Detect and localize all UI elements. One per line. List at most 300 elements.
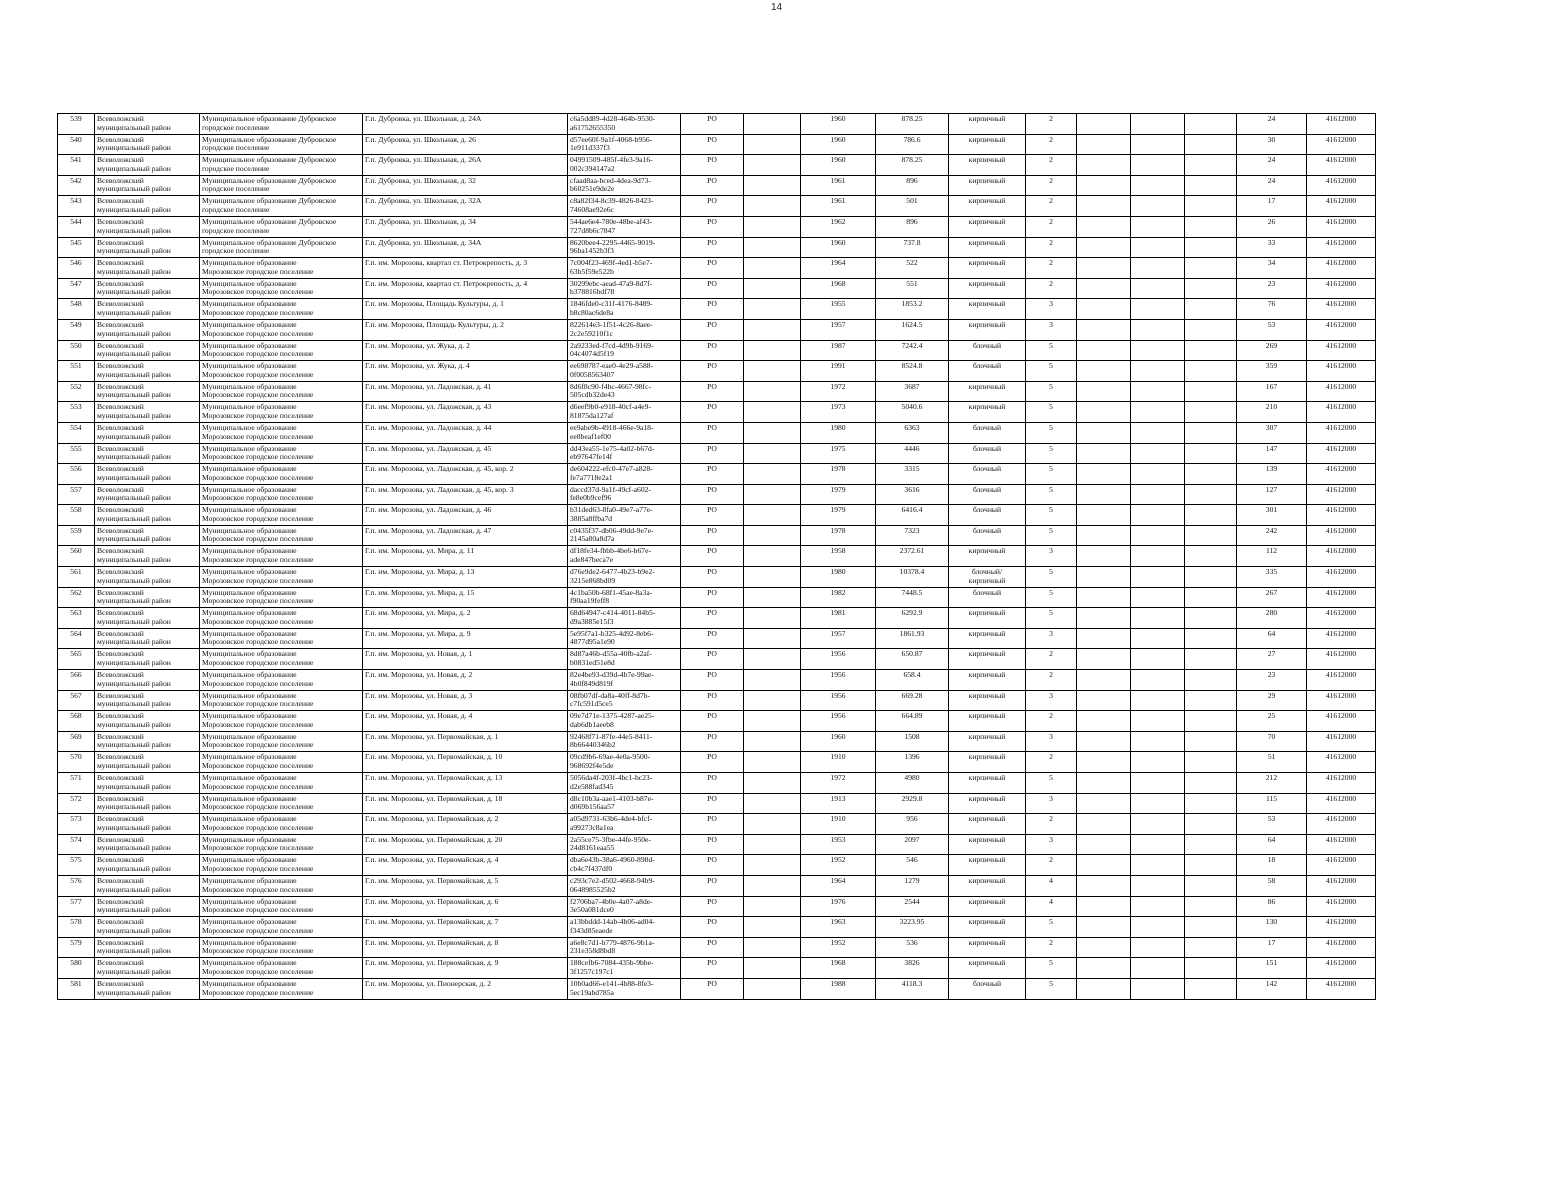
cell-municipality-line: Морозовское городское поселение bbox=[202, 719, 314, 729]
cell-address: Г.п. им. Морозова, ул. Ладожская, д. 45 bbox=[363, 443, 568, 464]
cell-municipality-line: Морозовское городское поселение bbox=[202, 884, 314, 894]
cell-year: 1958 bbox=[801, 546, 876, 567]
cell-material bbox=[949, 587, 1026, 608]
cell-floors: 2 bbox=[1026, 937, 1077, 958]
cell-empty bbox=[1185, 690, 1237, 711]
cell-residents: 64 bbox=[1237, 628, 1307, 649]
cell-number: 579 bbox=[58, 937, 95, 958]
cell-guid-line: d2e588fad345 bbox=[570, 781, 614, 791]
cell-empty bbox=[744, 587, 801, 608]
cell-oktmo: 41612000 bbox=[1307, 216, 1376, 237]
cell-empty bbox=[1077, 340, 1131, 361]
cell-municipality-line: Морозовское городское поселение bbox=[202, 596, 314, 606]
cell-district bbox=[95, 155, 200, 176]
cell-material bbox=[949, 237, 1026, 258]
cell-type: РО bbox=[681, 237, 744, 258]
cell-empty bbox=[1131, 175, 1185, 196]
cell-municipality-line: Морозовское городское поселение bbox=[202, 349, 314, 359]
table-row bbox=[58, 402, 1376, 423]
cell-guid bbox=[568, 958, 681, 979]
cell-oktmo: 41612000 bbox=[1307, 587, 1376, 608]
cell-type: РО bbox=[681, 814, 744, 835]
cell-residents: 26 bbox=[1237, 216, 1307, 237]
cell-material bbox=[949, 896, 1026, 917]
table-row bbox=[58, 216, 1376, 237]
cell-guid-line: 3f1257c197c1 bbox=[570, 966, 614, 976]
cell-empty bbox=[744, 896, 801, 917]
cell-empty bbox=[744, 464, 801, 485]
cell-empty bbox=[744, 855, 801, 876]
cell-empty bbox=[1131, 567, 1185, 588]
cell-guid-line: 4b0f849d819f bbox=[570, 678, 614, 688]
cell-number: 574 bbox=[58, 834, 95, 855]
cell-number: 577 bbox=[58, 896, 95, 917]
cell-guid bbox=[568, 773, 681, 794]
cell-address: Г.п. им. Морозова, ул. Первомайская, д. 20 bbox=[363, 834, 568, 855]
cell-guid bbox=[568, 546, 681, 567]
cell-year: 1963 bbox=[801, 917, 876, 938]
cell-address: Г.п. Дубровка, ул. Школьная, д. 26А bbox=[363, 155, 568, 176]
cell-oktmo: 41612000 bbox=[1307, 319, 1376, 340]
cell-district-line: Всеволожский bbox=[97, 319, 144, 329]
cell-material-line: блочный bbox=[972, 464, 1002, 474]
cell-municipality bbox=[200, 587, 363, 608]
table-row bbox=[58, 340, 1376, 361]
cell-municipality-line: Муниципальное образование bbox=[202, 978, 297, 988]
cell-type: РО bbox=[681, 402, 744, 423]
cell-empty bbox=[1131, 896, 1185, 917]
cell-district-line: муниципальный район bbox=[97, 905, 171, 915]
cell-material-line: блочный bbox=[972, 525, 1002, 535]
cell-empty bbox=[744, 937, 801, 958]
cell-empty bbox=[1077, 814, 1131, 835]
cell-empty bbox=[1131, 587, 1185, 608]
cell-district bbox=[95, 670, 200, 691]
cell-empty bbox=[1185, 896, 1237, 917]
cell-district-line: муниципальный район bbox=[97, 410, 171, 420]
cell-area: 669.28 bbox=[876, 690, 949, 711]
cell-guid-line: 7c004f23-469f-4ed1-b5e7- bbox=[570, 258, 653, 268]
cell-material-line: кирпичный bbox=[968, 649, 1006, 659]
cell-floors: 5 bbox=[1026, 958, 1077, 979]
cell-district-line: Всеволожский bbox=[97, 628, 144, 638]
cell-year: 1952 bbox=[801, 937, 876, 958]
cell-residents: 18 bbox=[1237, 855, 1307, 876]
cell-floors: 5 bbox=[1026, 422, 1077, 443]
cell-area: 5040.6 bbox=[876, 402, 949, 423]
cell-empty bbox=[1185, 752, 1237, 773]
cell-year: 1961 bbox=[801, 175, 876, 196]
cell-oktmo: 41612000 bbox=[1307, 752, 1376, 773]
cell-municipality-line: Муниципальное образование bbox=[202, 958, 297, 968]
cell-district-line: Всеволожский bbox=[97, 361, 144, 371]
cell-year: 1956 bbox=[801, 711, 876, 732]
cell-number: 566 bbox=[58, 670, 95, 691]
cell-floors: 5 bbox=[1026, 402, 1077, 423]
cell-oktmo: 41612000 bbox=[1307, 484, 1376, 505]
cell-address: Г.п. им. Морозова, ул. Мира, д. 11 bbox=[363, 546, 568, 567]
cell-district-line: Всеволожский bbox=[97, 587, 144, 597]
cell-district-line: Всеволожский bbox=[97, 896, 144, 906]
cell-floors: 4 bbox=[1026, 896, 1077, 917]
cell-district-line: Всеволожский bbox=[97, 422, 144, 432]
table-body bbox=[58, 114, 1376, 1000]
cell-oktmo: 41612000 bbox=[1307, 875, 1376, 896]
cell-material-line: кирпичный bbox=[968, 958, 1006, 968]
cell-oktmo: 41612000 bbox=[1307, 258, 1376, 279]
cell-empty bbox=[744, 711, 801, 732]
cell-district-line: муниципальный район bbox=[97, 575, 171, 585]
cell-guid-line: dab6db1aeeb8 bbox=[570, 719, 614, 729]
cell-empty bbox=[1077, 793, 1131, 814]
cell-empty bbox=[1077, 175, 1131, 196]
cell-district bbox=[95, 381, 200, 402]
cell-number: 541 bbox=[58, 155, 95, 176]
cell-number: 548 bbox=[58, 299, 95, 320]
cell-number: 578 bbox=[58, 917, 95, 938]
cell-guid bbox=[568, 814, 681, 835]
table-row bbox=[58, 875, 1376, 896]
cell-district-line: Всеволожский bbox=[97, 731, 144, 741]
cell-year: 1964 bbox=[801, 258, 876, 279]
cell-guid-line: 5e95f7a1-b325-4d92-8eb6- bbox=[570, 628, 654, 638]
cell-municipality-line: Морозовское городское поселение bbox=[202, 781, 314, 791]
cell-year: 1957 bbox=[801, 319, 876, 340]
cell-oktmo: 41612000 bbox=[1307, 114, 1376, 135]
cell-municipality-line: Морозовское городское поселение bbox=[202, 658, 314, 668]
cell-district-line: муниципальный район bbox=[97, 616, 171, 626]
cell-oktmo: 41612000 bbox=[1307, 443, 1376, 464]
cell-guid-line: a13bbddd-14ab-4b06-ad04- bbox=[570, 917, 655, 927]
cell-year: 1976 bbox=[801, 896, 876, 917]
cell-district-line: муниципальный район bbox=[97, 493, 171, 503]
cell-material-line: кирпичный bbox=[968, 319, 1006, 329]
cell-guid bbox=[568, 299, 681, 320]
cell-floors: 5 bbox=[1026, 361, 1077, 382]
cell-guid-line: 231e358d8bd8 bbox=[570, 946, 616, 956]
cell-address: Г.п. им. Морозова, ул. Первомайская, д. 18 bbox=[363, 793, 568, 814]
cell-guid-line: f90aa19feff8 bbox=[570, 596, 610, 606]
cell-municipality-line: Морозовское городское поселение bbox=[202, 905, 314, 915]
cell-floors: 5 bbox=[1026, 608, 1077, 629]
cell-material bbox=[949, 731, 1026, 752]
cell-district-line: Всеволожский bbox=[97, 814, 144, 824]
cell-area: 1508 bbox=[876, 731, 949, 752]
cell-type: РО bbox=[681, 381, 744, 402]
cell-address: Г.п. им. Морозова, Площадь Культуры, д. 2 bbox=[363, 319, 568, 340]
cell-empty bbox=[1185, 587, 1237, 608]
cell-empty bbox=[1185, 175, 1237, 196]
cell-empty bbox=[744, 196, 801, 217]
cell-empty bbox=[744, 608, 801, 629]
cell-empty bbox=[744, 258, 801, 279]
cell-residents: 29 bbox=[1237, 690, 1307, 711]
cell-material bbox=[949, 875, 1026, 896]
cell-residents: 27 bbox=[1237, 649, 1307, 670]
cell-material bbox=[949, 464, 1026, 485]
cell-empty bbox=[1131, 381, 1185, 402]
cell-area: 7323 bbox=[876, 525, 949, 546]
cell-empty bbox=[1185, 814, 1237, 835]
cell-municipality bbox=[200, 361, 363, 382]
cell-year: 1980 bbox=[801, 422, 876, 443]
table-row bbox=[58, 567, 1376, 588]
cell-address: Г.п. им. Морозова, ул. Первомайская, д. 8 bbox=[363, 937, 568, 958]
cell-empty bbox=[1131, 690, 1185, 711]
cell-material-line: кирпичный bbox=[968, 628, 1006, 638]
cell-residents: 307 bbox=[1237, 422, 1307, 443]
cell-year: 1960 bbox=[801, 237, 876, 258]
cell-floors: 5 bbox=[1026, 443, 1077, 464]
cell-oktmo: 41612000 bbox=[1307, 649, 1376, 670]
cell-municipality-line: Морозовское городское поселение bbox=[202, 925, 314, 935]
cell-oktmo: 41612000 bbox=[1307, 134, 1376, 155]
cell-oktmo: 41612000 bbox=[1307, 546, 1376, 567]
cell-district-line: Всеволожский bbox=[97, 381, 144, 391]
cell-district-line: муниципальный район bbox=[97, 143, 171, 153]
cell-guid bbox=[568, 319, 681, 340]
cell-material-line: кирпичный bbox=[968, 381, 1006, 391]
cell-year: 1960 bbox=[801, 155, 876, 176]
cell-district bbox=[95, 546, 200, 567]
cell-guid-line: 30299ebc-aead-47a9-8d7f- bbox=[570, 278, 653, 288]
cell-material bbox=[949, 196, 1026, 217]
cell-empty bbox=[744, 670, 801, 691]
cell-number: 558 bbox=[58, 505, 95, 526]
cell-type: РО bbox=[681, 896, 744, 917]
cell-municipality-line: Морозовское городское поселение bbox=[202, 513, 314, 523]
cell-year: 1973 bbox=[801, 402, 876, 423]
cell-guid-line: 08fb07df-da8a-40ff-8d7b- bbox=[570, 690, 650, 700]
cell-guid-line: b60251e9de2e bbox=[570, 184, 615, 194]
table-row bbox=[58, 484, 1376, 505]
cell-number: 549 bbox=[58, 319, 95, 340]
cell-empty bbox=[1131, 917, 1185, 938]
cell-district bbox=[95, 978, 200, 999]
cell-empty bbox=[1131, 670, 1185, 691]
cell-material bbox=[949, 258, 1026, 279]
cell-material-line: кирпичный bbox=[968, 196, 1006, 206]
cell-address: Г.п. им. Морозова, ул. Новая, д. 4 bbox=[363, 711, 568, 732]
cell-material-line: кирпичный bbox=[968, 299, 1006, 309]
cell-address: Г.п. им. Морозова, ул. Ладожская, д. 44 bbox=[363, 422, 568, 443]
cell-empty bbox=[1131, 875, 1185, 896]
cell-residents: 76 bbox=[1237, 299, 1307, 320]
table-row bbox=[58, 793, 1376, 814]
cell-municipality-line: Муниципальное образование bbox=[202, 505, 297, 515]
cell-district bbox=[95, 958, 200, 979]
cell-material bbox=[949, 546, 1026, 567]
cell-guid-line: 3885a8ffba7d bbox=[570, 513, 613, 523]
cell-oktmo: 41612000 bbox=[1307, 937, 1376, 958]
cell-district-line: Всеволожский bbox=[97, 114, 144, 123]
cell-empty bbox=[1077, 937, 1131, 958]
cell-residents: 17 bbox=[1237, 196, 1307, 217]
cell-year: 1960 bbox=[801, 134, 876, 155]
table-row bbox=[58, 690, 1376, 711]
cell-empty bbox=[744, 875, 801, 896]
cell-material bbox=[949, 608, 1026, 629]
cell-district bbox=[95, 402, 200, 423]
cell-empty bbox=[744, 155, 801, 176]
cell-municipality-line: Муниципальное образование bbox=[202, 587, 297, 597]
cell-district-line: Всеволожский bbox=[97, 937, 144, 947]
cell-address: Г.п. им. Морозова, ул. Ладожская, д. 45, кор. 3 bbox=[363, 484, 568, 505]
cell-material-line: кирпичный bbox=[968, 216, 1006, 226]
cell-number: 539 bbox=[58, 114, 95, 135]
cell-district-line: Всеволожский bbox=[97, 546, 144, 556]
cell-empty bbox=[1131, 422, 1185, 443]
cell-district bbox=[95, 464, 200, 485]
cell-municipality-line: Морозовское городское поселение bbox=[202, 493, 314, 503]
cell-floors: 2 bbox=[1026, 814, 1077, 835]
cell-empty bbox=[744, 216, 801, 237]
cell-district-line: муниципальный район bbox=[97, 946, 171, 956]
cell-district-line: Всеволожский bbox=[97, 670, 144, 680]
cell-area: 6292.9 bbox=[876, 608, 949, 629]
cell-floors: 2 bbox=[1026, 114, 1077, 135]
cell-oktmo: 41612000 bbox=[1307, 299, 1376, 320]
table-row bbox=[58, 855, 1376, 876]
cell-empty bbox=[1131, 731, 1185, 752]
table-row bbox=[58, 258, 1376, 279]
table-row bbox=[58, 361, 1376, 382]
cell-empty bbox=[1185, 155, 1237, 176]
cell-number: 556 bbox=[58, 464, 95, 485]
table-row bbox=[58, 978, 1376, 999]
cell-municipality bbox=[200, 773, 363, 794]
cell-address: Г.п. Дубровка, ул. Школьная, д. 34А bbox=[363, 237, 568, 258]
cell-district bbox=[95, 567, 200, 588]
cell-municipality-line: Морозовское городское поселение bbox=[202, 802, 314, 812]
table-row bbox=[58, 834, 1376, 855]
cell-empty bbox=[1077, 114, 1131, 135]
cell-municipality-line: Морозовское городское поселение bbox=[202, 987, 314, 997]
cell-municipality-line: Муниципальное образование bbox=[202, 793, 297, 803]
cell-guid-line: ee8beaf1ef00 bbox=[570, 431, 611, 441]
cell-oktmo: 41612000 bbox=[1307, 175, 1376, 196]
cell-address: Г.п. им. Морозова, ул. Первомайская, д. 10 bbox=[363, 752, 568, 773]
cell-floors: 2 bbox=[1026, 155, 1077, 176]
cell-district-line: Всеволожский bbox=[97, 793, 144, 803]
cell-type: РО bbox=[681, 443, 744, 464]
cell-municipality bbox=[200, 381, 363, 402]
cell-municipality-line: Муниципальное образование bbox=[202, 443, 297, 453]
cell-district-line: Всеволожский bbox=[97, 608, 144, 618]
cell-guid-line: c7fc591d5ce5 bbox=[570, 699, 613, 709]
cell-municipality bbox=[200, 196, 363, 217]
cell-guid-line: d6eef9b0-e918-40cf-a4e9- bbox=[570, 402, 651, 412]
cell-address: Г.п. им. Морозова, квартал ст. Петрокрепость, д. 4 bbox=[363, 278, 568, 299]
cell-guid-line: 0648985525b2 bbox=[570, 884, 616, 894]
cell-empty bbox=[1131, 525, 1185, 546]
cell-district-line: Всеволожский bbox=[97, 917, 144, 927]
cell-empty bbox=[1077, 361, 1131, 382]
cell-empty bbox=[1131, 855, 1185, 876]
cell-number: 575 bbox=[58, 855, 95, 876]
cell-year: 1961 bbox=[801, 196, 876, 217]
table-row bbox=[58, 525, 1376, 546]
cell-empty bbox=[1131, 793, 1185, 814]
cell-empty bbox=[1077, 896, 1131, 917]
cell-material bbox=[949, 422, 1026, 443]
cell-municipality bbox=[200, 175, 363, 196]
cell-area: 3315 bbox=[876, 464, 949, 485]
cell-address: Г.п. им. Морозова, ул. Первомайская, д. 13 bbox=[363, 773, 568, 794]
cell-municipality-line: Муниципальное образование Дубровское bbox=[202, 114, 337, 123]
cell-guid bbox=[568, 670, 681, 691]
cell-material bbox=[949, 711, 1026, 732]
cell-district bbox=[95, 484, 200, 505]
cell-district bbox=[95, 175, 200, 196]
cell-empty bbox=[1185, 278, 1237, 299]
cell-district bbox=[95, 278, 200, 299]
cell-empty bbox=[1077, 443, 1131, 464]
cell-residents: 212 bbox=[1237, 773, 1307, 794]
cell-residents: 301 bbox=[1237, 505, 1307, 526]
cell-municipality bbox=[200, 278, 363, 299]
cell-district bbox=[95, 134, 200, 155]
cell-guid-line: eb97647fe14f bbox=[570, 452, 613, 462]
cell-empty bbox=[1185, 196, 1237, 217]
cell-municipality-line: Муниципальное образование Дубровское bbox=[202, 175, 337, 185]
cell-empty bbox=[744, 381, 801, 402]
cell-type: РО bbox=[681, 649, 744, 670]
cell-municipality-line: Морозовское городское поселение bbox=[202, 534, 314, 544]
cell-district-line: муниципальный район bbox=[97, 843, 171, 853]
cell-material bbox=[949, 175, 1026, 196]
cell-material bbox=[949, 793, 1026, 814]
cell-year: 1980 bbox=[801, 567, 876, 588]
cell-empty bbox=[1185, 608, 1237, 629]
cell-type: РО bbox=[681, 216, 744, 237]
cell-municipality-line: Муниципальное образование bbox=[202, 381, 297, 391]
cell-empty bbox=[1185, 628, 1237, 649]
cell-empty bbox=[1185, 834, 1237, 855]
cell-municipality-line: Муниципальное образование bbox=[202, 711, 297, 721]
cell-district-line: муниципальный район bbox=[97, 390, 171, 400]
cell-year: 1972 bbox=[801, 773, 876, 794]
cell-material bbox=[949, 216, 1026, 237]
cell-guid-line: f343d85eaede bbox=[570, 925, 613, 935]
cell-empty bbox=[1185, 134, 1237, 155]
table-row bbox=[58, 649, 1376, 670]
cell-empty bbox=[1077, 670, 1131, 691]
cell-number: 544 bbox=[58, 216, 95, 237]
cell-guid bbox=[568, 155, 681, 176]
cell-material bbox=[949, 670, 1026, 691]
cell-address: Г.п. им. Морозова, ул. Жука, д. 4 bbox=[363, 361, 568, 382]
cell-material-line: блочный bbox=[972, 443, 1002, 453]
cell-district-line: муниципальный район bbox=[97, 555, 171, 565]
cell-residents: 23 bbox=[1237, 278, 1307, 299]
cell-guid-line: a61752655350 bbox=[570, 122, 616, 132]
cell-municipality bbox=[200, 855, 363, 876]
cell-guid bbox=[568, 464, 681, 485]
cell-oktmo: 41612000 bbox=[1307, 402, 1376, 423]
cell-municipality-line: Муниципальное образование bbox=[202, 361, 297, 371]
cell-district bbox=[95, 875, 200, 896]
cell-oktmo: 41612000 bbox=[1307, 978, 1376, 999]
cell-residents: 25 bbox=[1237, 711, 1307, 732]
cell-district-line: муниципальный район bbox=[97, 966, 171, 976]
cell-residents: 58 bbox=[1237, 875, 1307, 896]
table-row bbox=[58, 443, 1376, 464]
cell-guid-line: 3215e868bd09 bbox=[570, 575, 616, 585]
cell-district bbox=[95, 690, 200, 711]
cell-guid-line: 002c394147a2 bbox=[570, 163, 615, 173]
cell-guid-line: b0831ed51e8d bbox=[570, 658, 615, 668]
